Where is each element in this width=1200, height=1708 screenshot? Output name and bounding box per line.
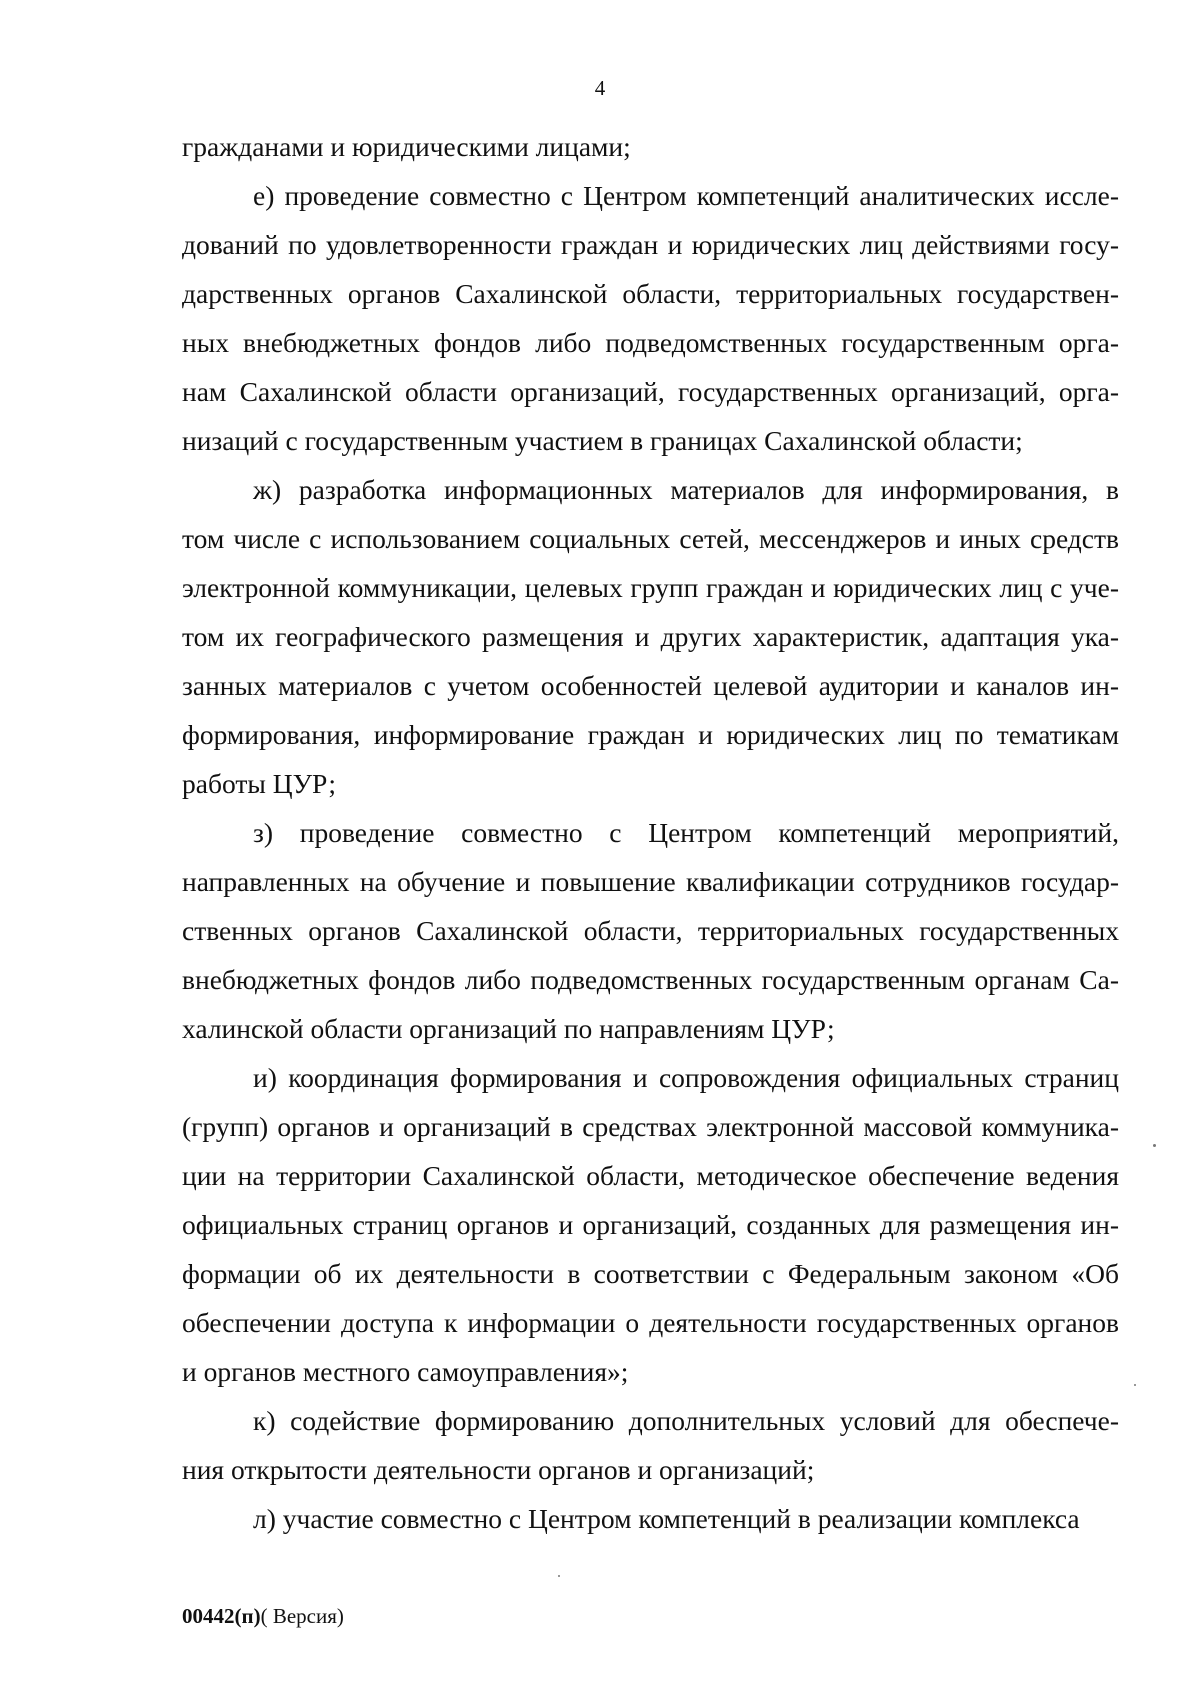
text-line: формирования, информирование граждан и юридических лиц по тематикам — [182, 719, 1119, 750]
text-line: халинской области организаций по направлениям ЦУР; — [182, 1013, 835, 1044]
text-line: обеспечении доступа к информации о деятельности государственных органов — [182, 1307, 1119, 1338]
text-line: направленных на обучение и повышение квалификации сотрудников государ- — [182, 866, 1119, 897]
text-line: ных внебюджетных фондов либо подведомственных государственным орга- — [182, 327, 1119, 358]
text-line: дарственных органов Сахалинской области, территориальных государствен- — [182, 278, 1119, 309]
text-line: формации об их деятельности в соответствии с Федеральным законом «Об — [182, 1258, 1119, 1289]
paragraph-item-e — [182, 171, 1119, 465]
document-body — [182, 122, 1119, 1543]
paragraph-item-i — [182, 1053, 1119, 1396]
text-line: дований по удовлетворенности граждан и юридических лиц действиями госу- — [182, 229, 1119, 260]
paragraph-item-l — [182, 1494, 1119, 1543]
text-line: занных материалов с учетом особенностей целевой аудитории и каналов ин- — [182, 670, 1119, 701]
paragraph-item-z — [182, 808, 1119, 1053]
scan-speck — [1134, 1384, 1136, 1386]
paragraph-item-zh — [182, 465, 1119, 808]
text-line: низаций с государственным участием в границах Сахалинской области; — [182, 425, 1023, 456]
text-line: (групп) органов и организаций в средствах электронной массовой коммуника- — [182, 1111, 1119, 1142]
scan-speck — [1153, 1144, 1156, 1147]
text-line: з) проведение совместно с Центром компетенций мероприятий, — [253, 817, 1119, 848]
page-number: 4 — [594, 76, 606, 100]
text-line: ния открытости деятельности органов и организаций; — [182, 1454, 815, 1485]
text-line: внебюджетных фондов либо подведомственных государственным органам Са- — [182, 964, 1119, 995]
text-line: е) проведение совместно с Центром компетенций аналитических иссле- — [253, 180, 1119, 211]
text-line: официальных страниц органов и организаций, созданных для размещения ин- — [182, 1209, 1119, 1240]
text-line: нам Сахалинской области организаций, государственных организаций, орга- — [182, 376, 1119, 407]
scan-speck — [558, 1575, 560, 1577]
document-code: 00442(п) — [182, 1604, 261, 1628]
paragraph-continuation — [182, 122, 1119, 171]
text-line: л) участие совместно с Центром компетенций в реализации комплекса — [253, 1503, 1080, 1534]
text-line: том числе с использованием социальных сетей, мессенджеров и иных средств — [182, 523, 1119, 554]
text-line: ж) разработка информационных материалов для информирования, в — [253, 474, 1119, 505]
text-line: и органов местного самоуправления»; — [182, 1356, 629, 1387]
text-line: гражданами и юридическими лицами; — [182, 131, 631, 162]
text-line: том их географического размещения и других характеристик, адаптация ука- — [182, 621, 1119, 652]
text-line: работы ЦУР; — [182, 768, 336, 799]
text-line: ственных органов Сахалинской области, территориальных государственных — [182, 915, 1119, 946]
text-line: ции на территории Сахалинской области, методическое обеспечение ведения — [182, 1160, 1119, 1191]
text-line: к) содействие формированию дополнительных условий для обеспече- — [253, 1405, 1119, 1436]
paragraph-item-k — [182, 1396, 1119, 1494]
text-line: и) координация формирования и сопровождения официальных страниц — [253, 1062, 1119, 1093]
document-footer — [182, 1603, 344, 1629]
document-version-label: ( Версия) — [260, 1604, 344, 1628]
text-line: электронной коммуникации, целевых групп граждан и юридических лиц с уче- — [182, 572, 1119, 603]
